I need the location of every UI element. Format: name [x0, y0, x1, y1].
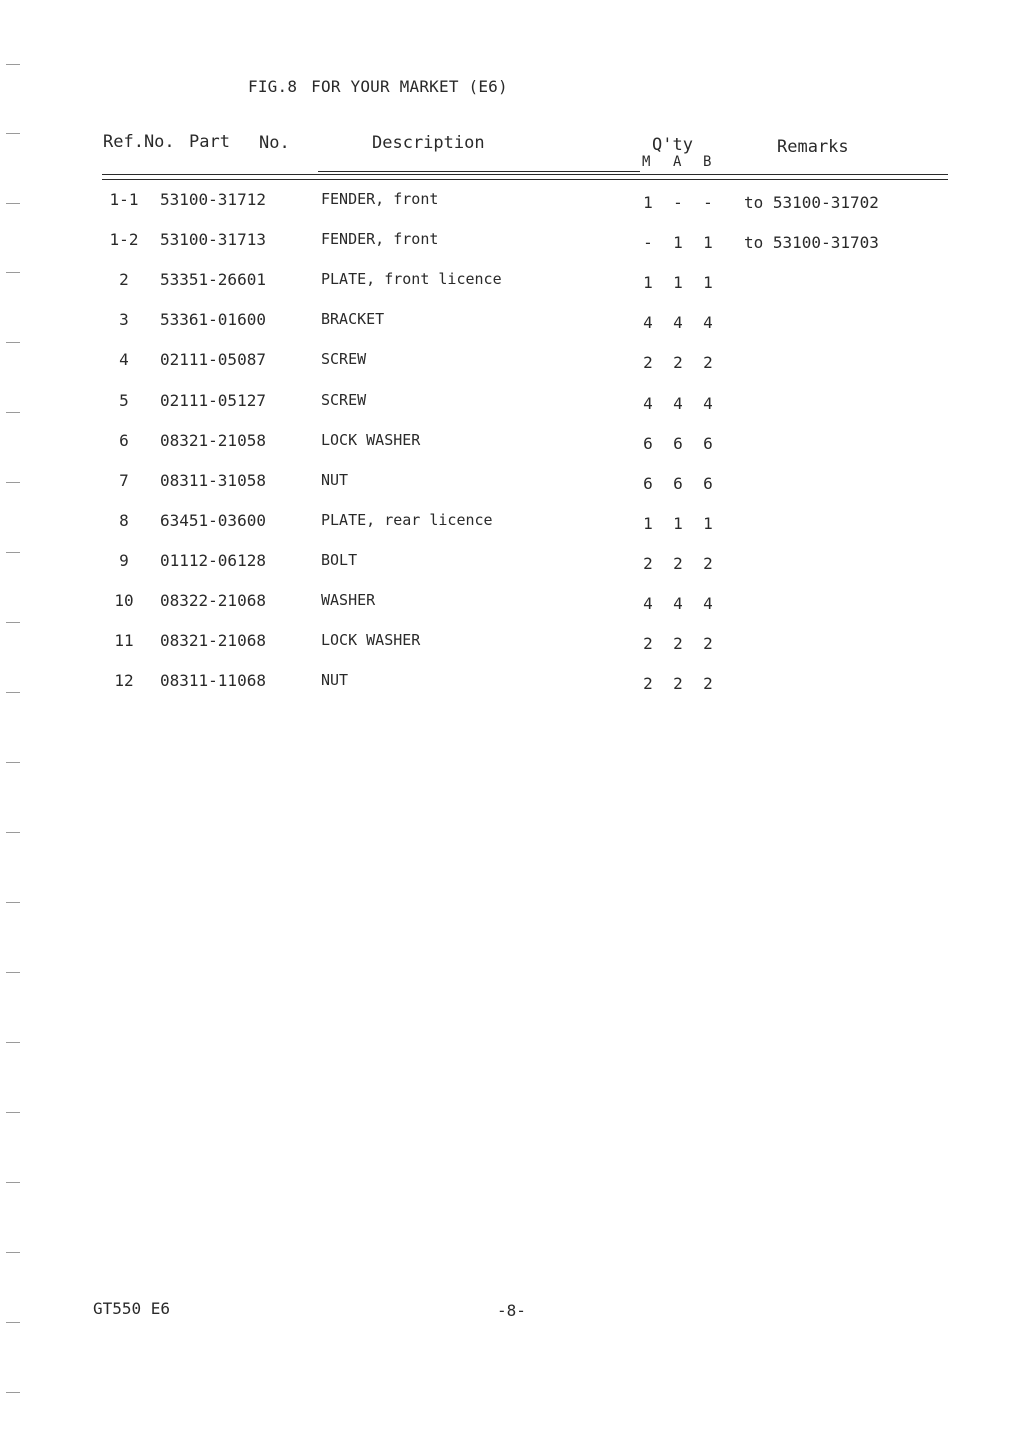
- ref-no-cell: 6: [119, 431, 129, 450]
- description-cell: BOLT: [321, 551, 358, 569]
- table-row: [0, 190, 1024, 214]
- market-title: FOR YOUR MARKET (E6): [311, 77, 508, 96]
- qty-b-cell: 4: [703, 313, 713, 332]
- qty-m-cell: -: [643, 233, 653, 252]
- qty-a-cell: 4: [673, 594, 683, 613]
- qty-m-cell: 2: [643, 634, 653, 653]
- table-row: [0, 671, 1024, 695]
- table-row: [0, 471, 1024, 495]
- margin-mark: [6, 1252, 20, 1253]
- margin-mark: [6, 1042, 20, 1043]
- qty-a-cell: 1: [673, 273, 683, 292]
- table-row: [0, 551, 1024, 575]
- qty-a-cell: 6: [673, 434, 683, 453]
- qty-b-cell: 1: [703, 273, 713, 292]
- part-number-cell: 08321-21068: [160, 631, 266, 650]
- header-rule-top: [102, 174, 948, 175]
- qty-a-cell: 2: [673, 674, 683, 693]
- part-number-cell: 08311-11068: [160, 671, 266, 690]
- description-cell: BRACKET: [321, 310, 385, 328]
- header-qty-b: B: [703, 154, 712, 170]
- qty-b-cell: 4: [703, 394, 713, 413]
- figure-number: FIG.8: [248, 77, 298, 96]
- part-number-cell: 08322-21068: [160, 591, 266, 610]
- qty-m-cell: 2: [643, 554, 653, 573]
- page-title: [248, 77, 508, 96]
- description-cell: PLATE, rear licence: [321, 511, 493, 529]
- part-number-cell: 08311-31058: [160, 471, 266, 490]
- qty-m-cell: 4: [643, 313, 653, 332]
- ref-no-cell: 10: [114, 591, 134, 610]
- ref-no-cell: 7: [119, 471, 129, 490]
- ref-no-cell: 4: [119, 350, 129, 369]
- page-number: -8-: [497, 1301, 526, 1320]
- ref-no-cell: 1-2: [109, 230, 139, 249]
- qty-b-cell: 6: [703, 434, 713, 453]
- part-number-cell: 53351-26601: [160, 270, 266, 289]
- margin-mark: [6, 1392, 20, 1393]
- table-row: [0, 391, 1024, 415]
- margin-mark: [6, 64, 20, 65]
- description-cell: FENDER, front: [321, 190, 439, 208]
- table-row: [0, 270, 1024, 294]
- qty-m-cell: 1: [643, 193, 653, 212]
- margin-mark: [6, 762, 20, 763]
- qty-b-cell: -: [703, 193, 713, 212]
- qty-a-cell: 2: [673, 634, 683, 653]
- qty-b-cell: 2: [703, 674, 713, 693]
- margin-mark: [6, 1322, 20, 1323]
- qty-m-cell: 1: [643, 514, 653, 533]
- margin-mark: [6, 1112, 20, 1113]
- qty-a-cell: 1: [673, 233, 683, 252]
- part-number-cell: 53361-01600: [160, 310, 266, 329]
- header-qty-m: M: [642, 154, 651, 170]
- qty-a-cell: 2: [673, 353, 683, 372]
- qty-b-cell: 1: [703, 514, 713, 533]
- header-ref-no: Ref.No.: [103, 132, 175, 152]
- qty-a-cell: 6: [673, 474, 683, 493]
- part-number-cell: 53100-31712: [160, 190, 266, 209]
- binder-margin-marks: [6, 0, 22, 1434]
- margin-mark: [6, 342, 20, 343]
- header-rule-desc: [318, 171, 640, 172]
- ref-no-cell: 2: [119, 270, 129, 289]
- table-row: [0, 350, 1024, 374]
- part-number-cell: 53100-31713: [160, 230, 266, 249]
- qty-b-cell: 2: [703, 554, 713, 573]
- header-description: Description: [372, 133, 485, 153]
- description-cell: NUT: [321, 671, 349, 689]
- description-cell: SCREW: [321, 350, 367, 368]
- qty-a-cell: 4: [673, 394, 683, 413]
- qty-m-cell: 6: [643, 474, 653, 493]
- header-no: No.: [259, 133, 290, 153]
- remarks-cell: to 53100-31703: [744, 233, 879, 252]
- qty-b-cell: 4: [703, 594, 713, 613]
- qty-a-cell: 2: [673, 554, 683, 573]
- description-cell: PLATE, front licence: [321, 270, 502, 288]
- part-number-cell: 63451-03600: [160, 511, 266, 530]
- margin-mark: [6, 902, 20, 903]
- ref-no-cell: 1-1: [109, 190, 139, 209]
- margin-mark: [6, 133, 20, 134]
- margin-mark: [6, 622, 20, 623]
- description-cell: WASHER: [321, 591, 376, 609]
- description-cell: LOCK WASHER: [321, 631, 421, 649]
- description-cell: SCREW: [321, 391, 367, 409]
- table-row: [0, 591, 1024, 615]
- model-code: GT550 E6: [93, 1299, 171, 1318]
- description-cell: NUT: [321, 471, 349, 489]
- table-row: [0, 230, 1024, 254]
- margin-mark: [6, 972, 20, 973]
- remarks-cell: to 53100-31702: [744, 193, 879, 212]
- ref-no-cell: 12: [114, 671, 134, 690]
- ref-no-cell: 9: [119, 551, 129, 570]
- table-row: [0, 310, 1024, 334]
- qty-b-cell: 6: [703, 474, 713, 493]
- qty-b-cell: 2: [703, 634, 713, 653]
- qty-m-cell: 4: [643, 394, 653, 413]
- ref-no-cell: 3: [119, 310, 129, 329]
- margin-mark: [6, 1182, 20, 1183]
- qty-b-cell: 1: [703, 233, 713, 252]
- qty-a-cell: -: [673, 193, 683, 212]
- table-row: [0, 631, 1024, 655]
- margin-mark: [6, 832, 20, 833]
- qty-b-cell: 2: [703, 353, 713, 372]
- qty-m-cell: 6: [643, 434, 653, 453]
- qty-m-cell: 4: [643, 594, 653, 613]
- table-row: [0, 511, 1024, 535]
- qty-m-cell: 2: [643, 353, 653, 372]
- header-part: Part: [189, 132, 230, 152]
- part-number-cell: 02111-05087: [160, 350, 266, 369]
- ref-no-cell: 8: [119, 511, 129, 530]
- header-qty-a: A: [673, 154, 682, 170]
- qty-m-cell: 2: [643, 674, 653, 693]
- ref-no-cell: 5: [119, 391, 129, 410]
- description-cell: FENDER, front: [321, 230, 439, 248]
- part-number-cell: 08321-21058: [160, 431, 266, 450]
- header-qty: Q'ty: [652, 135, 693, 155]
- qty-m-cell: 1: [643, 273, 653, 292]
- description-cell: LOCK WASHER: [321, 431, 421, 449]
- part-number-cell: 01112-06128: [160, 551, 266, 570]
- part-number-cell: 02111-05127: [160, 391, 266, 410]
- ref-no-cell: 11: [114, 631, 134, 650]
- qty-a-cell: 1: [673, 514, 683, 533]
- table-row: [0, 431, 1024, 455]
- header-rule-bottom: [102, 179, 948, 180]
- qty-a-cell: 4: [673, 313, 683, 332]
- header-remarks: Remarks: [777, 137, 849, 157]
